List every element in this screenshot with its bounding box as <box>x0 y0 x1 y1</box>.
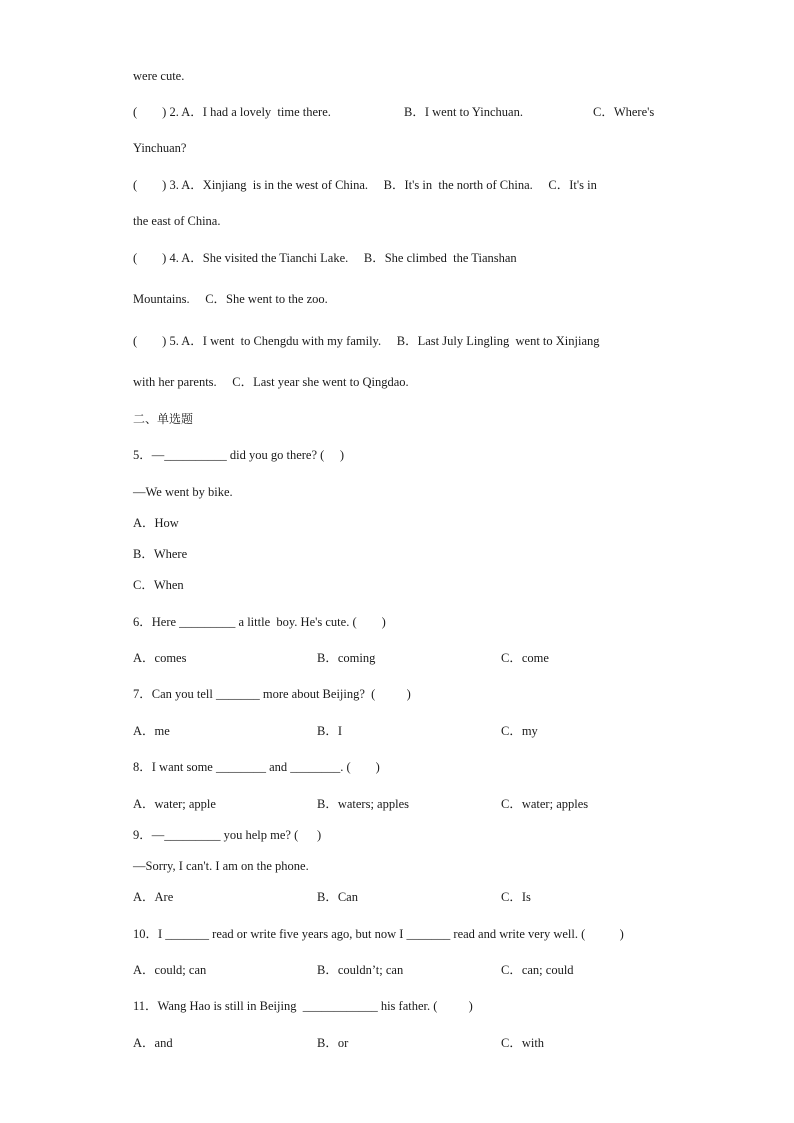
option-c: C．water; apples <box>501 797 589 811</box>
listening-q3-line: ( ) 3. A．Xinjiang is in the west of China. B．It's in the north of China. C．It's in <box>133 178 597 192</box>
question-stem: 7．Can you tell _______ more about Beijing? ( ) <box>133 687 411 701</box>
question-stem: 5．—__________ did you go there? ( ) <box>133 448 345 462</box>
question-stem: 9．—_________ you help me? ( ) <box>133 828 322 842</box>
option-a: A．and <box>133 1036 173 1050</box>
option-a: A．could; can <box>133 963 207 977</box>
listening-q3-continuation: the east of China. <box>133 214 221 228</box>
option-b: B．coming <box>317 651 376 665</box>
option-c: C．Is <box>501 890 531 904</box>
option-b: B．Can <box>317 890 358 904</box>
section-heading: 二、单选题 <box>133 412 194 426</box>
listening-q5-line: ( ) 5. A．I went to Chengdu with my family. B．Last July Lingling went to Xinjiang <box>133 334 600 348</box>
question-reply: —We went by bike. <box>133 485 233 499</box>
option-c: C．When <box>133 578 184 592</box>
q1-continuation: were cute. <box>133 69 185 83</box>
option-a: A．comes <box>133 651 187 665</box>
option-a: A．How <box>133 516 179 530</box>
question-stem: 10．I _______ read or write five years ago, but now I _______ read and write very well. ( ) <box>133 927 624 941</box>
option-b: B．Where <box>133 547 188 561</box>
option-c: C．with <box>501 1036 545 1050</box>
listening-q2-option-c: C．Where's <box>593 105 655 119</box>
option-c: C．my <box>501 724 538 738</box>
option-a: A．me <box>133 724 170 738</box>
listening-q2-option-b: B．I went to Yinchuan. <box>404 105 523 119</box>
question-reply: —Sorry, I can't. I am on the phone. <box>133 859 309 873</box>
listening-q4-continuation: Mountains. C．She went to the zoo. <box>133 292 328 306</box>
listening-q5-continuation: with her parents. C．Last year she went to Qingdao. <box>133 375 409 389</box>
question-stem: 11．Wang Hao is still in Beijing ____________ his father. ( ) <box>133 999 473 1013</box>
question-stem: 6．Here _________ a little boy. He's cute. ( ) <box>133 615 386 629</box>
option-b: B．I <box>317 724 343 738</box>
listening-q2-continuation: Yinchuan? <box>133 141 187 155</box>
option-a: A．water; apple <box>133 797 216 811</box>
option-c: C．come <box>501 651 549 665</box>
option-a: A．Are <box>133 890 174 904</box>
option-b: B．couldn’t; can <box>317 963 404 977</box>
option-c: C．can; could <box>501 963 574 977</box>
listening-q2-option-a: ( ) 2. A．I had a lovely time there. <box>133 105 331 119</box>
option-b: B．waters; apples <box>317 797 409 811</box>
listening-q4-line: ( ) 4. A．She visited the Tianchi Lake. B．She climbed the Tianshan <box>133 251 517 265</box>
option-b: B．or <box>317 1036 349 1050</box>
question-stem: 8．I want some ________ and ________. ( ) <box>133 760 380 774</box>
